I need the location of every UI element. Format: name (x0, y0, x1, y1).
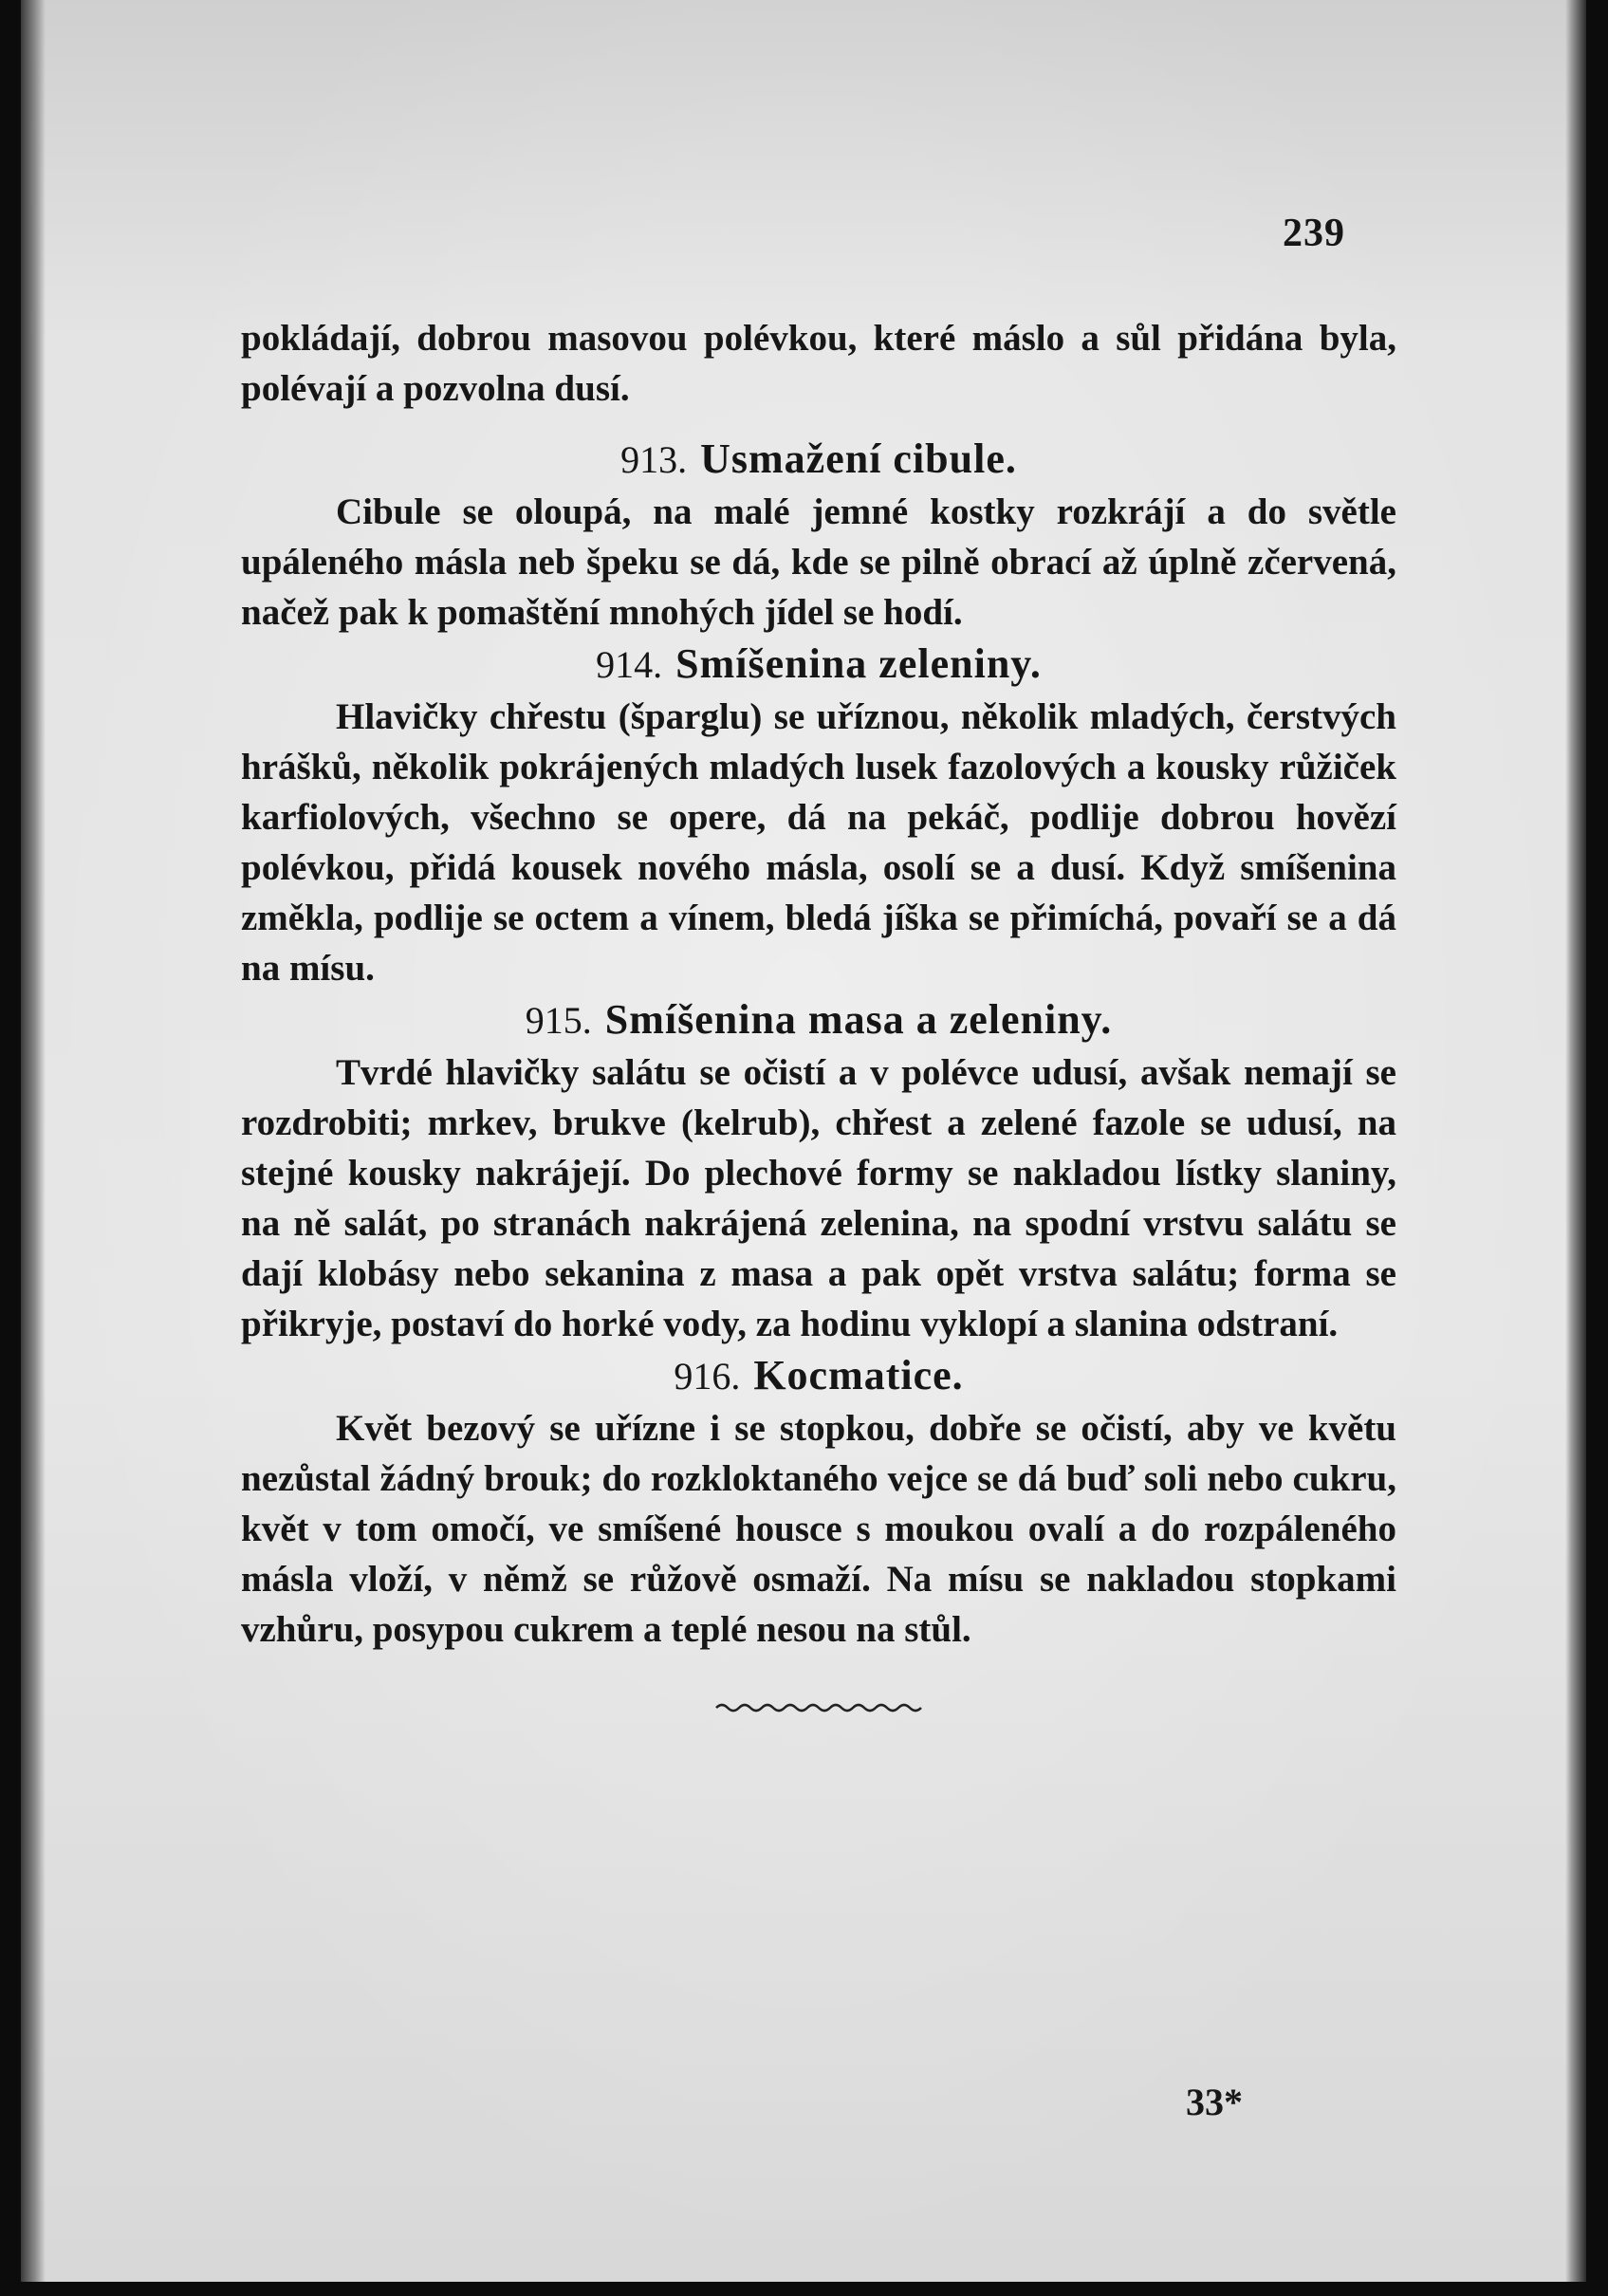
recipe-number: 913. (620, 438, 688, 481)
recipe-text-915: Tvrdé hlavičky salátu se očistí a v polévce udusí, avšak nemají se rozdrobiti; mrkev, brukve (kelrub), chřest a zelené fazole se udusí, na stejné kousky nakrájejí. Do plechové formy se nakladou lístky slaniny, na ně salát, po stranách nakrájená zelenina, na spodní vrstvu salátu se dají klobásy nebo sekanina z masa a pak opět vrstva salátu; forma se přikryje, postaví do horké vody, za hodinu vyklopí a slanina odstraní. (241, 1052, 1396, 1344)
recipe-title: Smíšenina zeleniny. (675, 640, 1042, 687)
recipe-title: Usmažení cibule. (700, 435, 1017, 482)
recipe-text-916: Květ bezový se uřízne i se stopkou, dobře se očistí, aby ve květu nezůstal žádný brouk; do rozkloktaného vejce se dá buď soli nebo cukru, květ v tom omočí, ve smíšené housce s moukou ovalí a do rozpáleného másla vloží, v němž se růžově osmaží. Na mísu se nakladou stopkami vzhůru, posypou cukrem a teplé nesou na stůl. (241, 1408, 1396, 1650)
recipe-number: 916. (674, 1355, 741, 1398)
page-edge-right (1565, 0, 1586, 2282)
recipe-number: 915. (525, 999, 592, 1042)
page-body (241, 313, 1396, 1715)
recipe-heading-913 (241, 433, 1396, 487)
recipe-title: Smíšenina masa a zeleniny. (604, 996, 1113, 1043)
signature-mark: 33* (1186, 2081, 1243, 2123)
page-edge-left (21, 0, 46, 2282)
recipe-heading-914 (241, 638, 1396, 692)
recipe-heading-915 (241, 993, 1396, 1047)
recipe-heading-916 (241, 1349, 1396, 1403)
recipe-number: 914. (596, 643, 663, 686)
recipe-text-914: Hlavičky chřestu (šparglu) se uříznou, několik mladých, čerstvých hrášků, několik pokrájených mladých lusek fazolových a kousky růžiček karfiolových, všechno se opere, dá na pekáč, podlije dobrou hovězí polévkou, přidá kousek nového másla, osolí se a dusí. Když smíšenina změkla, podlije se octem a vínem, bledá jíška se přimíchá, povaří se a dá na mísu. (241, 696, 1396, 989)
page-number: 239 (1283, 212, 1345, 255)
book-page (21, 0, 1586, 2282)
wavy-divider-ornament (714, 1700, 923, 1715)
continuation-paragraph: pokládají, dobrou masovou polévkou, které máslo a sůl přidána byla, polévají a pozvolna dusí. (241, 318, 1396, 409)
recipe-text-913: Cibule se oloupá, na malé jemné kostky rozkrájí a do světle upáleného másla neb špeku se dá, kde se pilně obrací až úplně zčervená, načež pak k pomaštění mnohých jídel se hodí. (241, 491, 1396, 633)
recipe-title: Kocmatice. (753, 1352, 964, 1398)
